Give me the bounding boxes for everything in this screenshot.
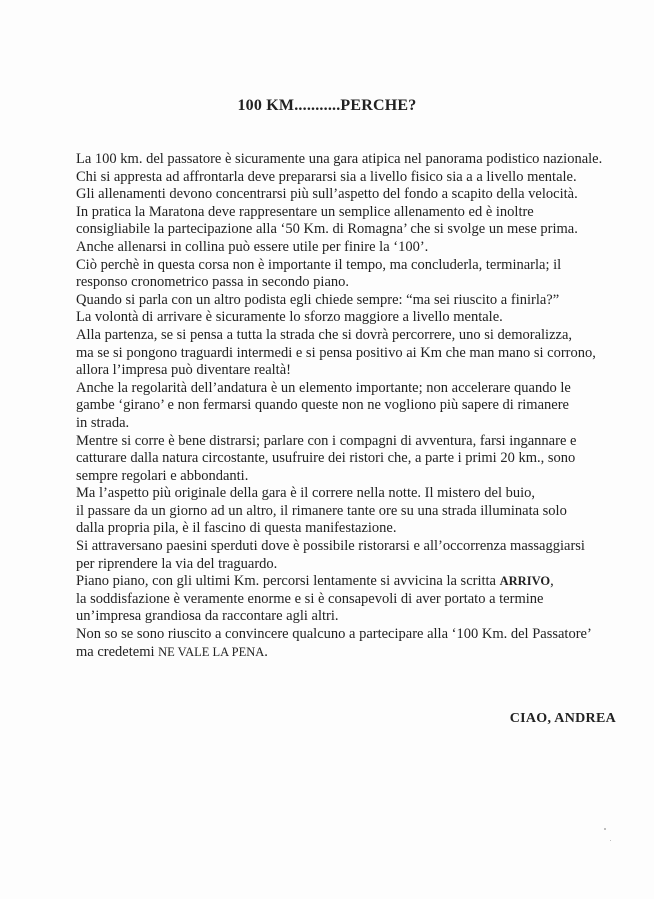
closing-line-after: . [264, 643, 268, 660]
text-line: La 100 km. del passatore è sicuramente una gara atipica nel panorama podistico nazionale. [76, 151, 603, 167]
text-line: gambe ‘girano’ e non fermarsi quando queste non ne vogliono più sapere di rimanere [76, 397, 569, 414]
text-line: Anche la regolarità dell’andatura è un elemento importante; non accelerare quando le [76, 379, 571, 396]
text-line: responso cronometrico passa in secondo piano. [76, 274, 350, 291]
text-line: Non so se sono riuscito a convincere qualcuno a partecipare alla ‘100 Km. del Passatore’ [76, 626, 592, 643]
text-line: catturare dalla natura circostante, usufruire dei ristori che, a parte i primi 20 km., sono [76, 450, 576, 467]
text-line: Quando si parla con un altro podista egli chiede sempre: “ma sei riuscito a finirla?” [76, 291, 560, 308]
text-line: Si attraversano paesini sperduti dove è possibile ristorarsi e all’occorrenza massaggiarsi [76, 538, 585, 555]
text-line: un’impresa grandiosa da raccontare agli altri. [76, 608, 339, 625]
text-line: Ciò perchè in questa corsa non è importante il tempo, ma concluderla, terminarla; il [76, 256, 562, 273]
closing-line-before: ma credetemi [76, 643, 159, 660]
arrivo-word: ARRIVO [499, 574, 551, 589]
text-line: In pratica la Maratona deve rappresentare un semplice allenamento ed è inoltre [76, 203, 534, 220]
text-line: allora l’impresa può diventare realtà! [76, 362, 291, 379]
text-line: Anche allenarsi in collina può essere utile per finire la ‘100’. [76, 238, 429, 255]
arrivo-line-before: Piano piano, con gli ultimi Km. percorsi lentamente si avvicina la scritta [76, 573, 500, 590]
scan-speck [610, 840, 611, 841]
closing-line [76, 644, 636, 662]
text-line: ma se si pongono traguardi intermedi e si pensa positivo ai Km che man mano si corrono, [76, 344, 596, 361]
document-body [76, 151, 636, 661]
arrivo-line-after: , [550, 573, 554, 590]
document-title: 100 KM...........PERCHE? [237, 97, 417, 114]
text-line: il passare da un giorno ad un altro, il rimanere tante ore su una strada illuminata solo [76, 502, 567, 519]
signature: CIAO, ANDREA [509, 711, 616, 726]
text-line: sempre regolari e abbondanti. [76, 467, 249, 484]
text-line: La volontà di arrivare è sicuramente lo sforzo maggiore a livello mentale. [76, 309, 503, 326]
ne-vale-la-pena: NE VALE LA PENA [158, 644, 265, 659]
text-line: Alla partenza, se si pensa a tutta la strada che si dovrà percorrere, uno si demoralizza, [76, 326, 573, 343]
text-line: Gli allenamenti devono concentrarsi più sull’aspetto del fondo a scapito della velocità. [76, 186, 578, 203]
text-line: in strada. [76, 414, 130, 431]
text-line: consigliabile la partecipazione alla ‘50 Km. di Romagna’ che si svolge un mese prima. [76, 221, 578, 238]
text-line: Chi si appresta ad affrontarla deve prepararsi sia a livello fisico sia a a livello mentale. [76, 168, 577, 185]
text-line: dalla propria pila, è il fascino di questa manifestazione. [76, 520, 397, 537]
text-line: Mentre si corre è bene distrarsi; parlare con i compagni di avventura, farsi ingannare e [76, 432, 577, 449]
text-line: Ma l’aspetto più originale della gara è il correre nella notte. Il mistero del buio, [76, 485, 536, 502]
arrivo-line [76, 573, 636, 591]
scan-speck [604, 828, 606, 830]
text-line: la soddisfazione è veramente enorme e si è consapevoli di aver portato a termine [76, 590, 544, 607]
text-line: per riprendere la via del traguardo. [76, 555, 278, 572]
